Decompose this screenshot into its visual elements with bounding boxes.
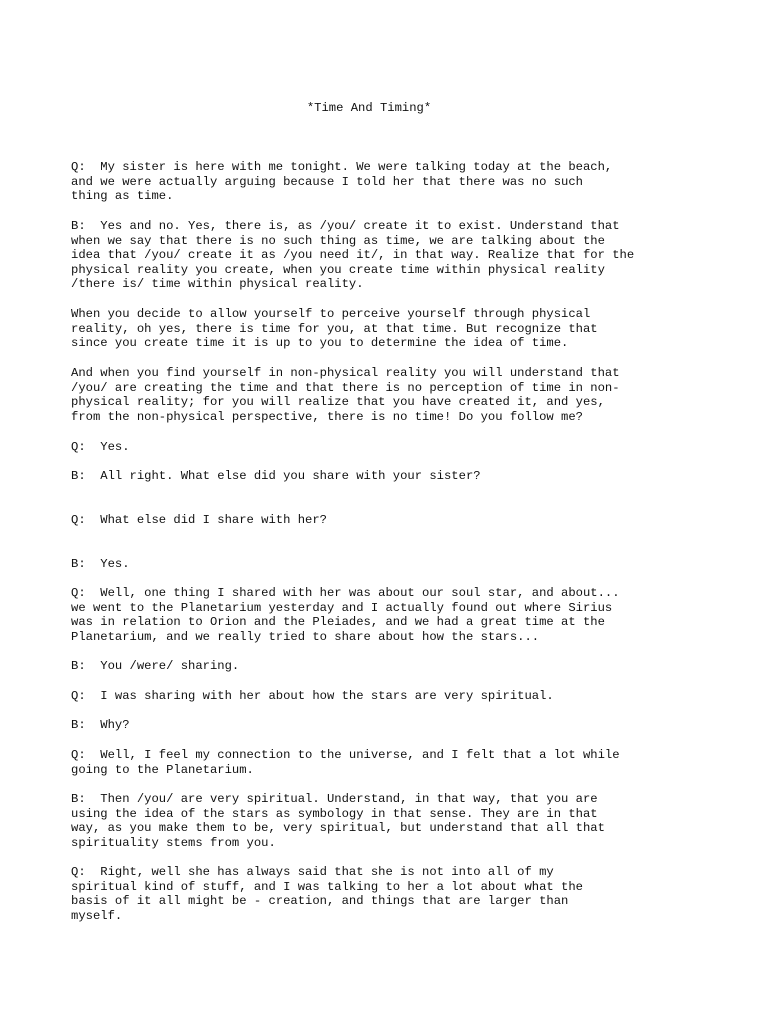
paragraph-perceive-physical-reality: When you decide to allow yourself to perceive yourself through physical reality, oh yes, there is time for you, at that time. But recognize that since you create time it is up to you to determine the idea of time.	[71, 307, 598, 351]
paragraph-b-all-right: B: All right. What else did you share with your sister?	[71, 469, 481, 483]
paragraph-q-what-else: Q: What else did I share with her?	[71, 513, 327, 527]
paragraph-q-spiritual-stuff: Q: Right, well she has always said that she is not into all of my spiritual kind of stuff, and I was talking to her a lot about what the basis of it all might be - creation, and things that are larger than myself.	[71, 865, 583, 923]
paragraph-non-physical-reality: And when you find yourself in non-physical reality you will understand that /you/ are creating the time and that there is no perception of time in non- physical reality; for you will realize that you have created it, and yes, from the non-physical perspective, there is no time! Do you follow me?	[71, 366, 620, 424]
paragraph-q-yes: Q: Yes.	[71, 440, 130, 454]
paragraph-b-were-sharing: B: You /were/ sharing.	[71, 659, 240, 673]
document-title: *Time And Timing*	[306, 101, 432, 115]
paragraph-b-why: B: Why?	[71, 718, 130, 732]
paragraph-q-sister-beach: Q: My sister is here with me tonight. We were talking today at the beach, and we were actually arguing because I told her that there was no such thing as time.	[71, 160, 613, 204]
paragraph-q-planetarium: Q: Well, one thing I shared with her was about our soul star, and about... we went to the Planetarium yesterday and I actually found out where Sirius was in relation to Orion and the Pleiades, and we had a great time at the Planetarium, and we really tried to share about how the stars...	[71, 586, 620, 644]
paragraph-b-very-spiritual: B: Then /you/ are very spiritual. Understand, in that way, that you are using the idea of the stars as symbology in that sense. They are in that way, as you make them to be, very spiritual, but understand that all that spirituality stems from you.	[71, 792, 605, 850]
paragraph-q-connection-universe: Q: Well, I feel my connection to the universe, and I felt that a lot while going to the Planetarium.	[71, 748, 620, 777]
paragraph-b-yes: B: Yes.	[71, 557, 130, 571]
paragraph-b-yes-and-no: B: Yes and no. Yes, there is, as /you/ create it to exist. Understand that when we say that there is no such thing as time, we are talking about the idea that /you/ create it as /you need it/, in that way. Realize that for the physical reality you create, when you create time within physical reality /there is/ time within physical reality.	[71, 219, 635, 292]
paragraph-q-stars-spiritual: Q: I was sharing with her about how the stars are very spiritual.	[71, 689, 554, 703]
